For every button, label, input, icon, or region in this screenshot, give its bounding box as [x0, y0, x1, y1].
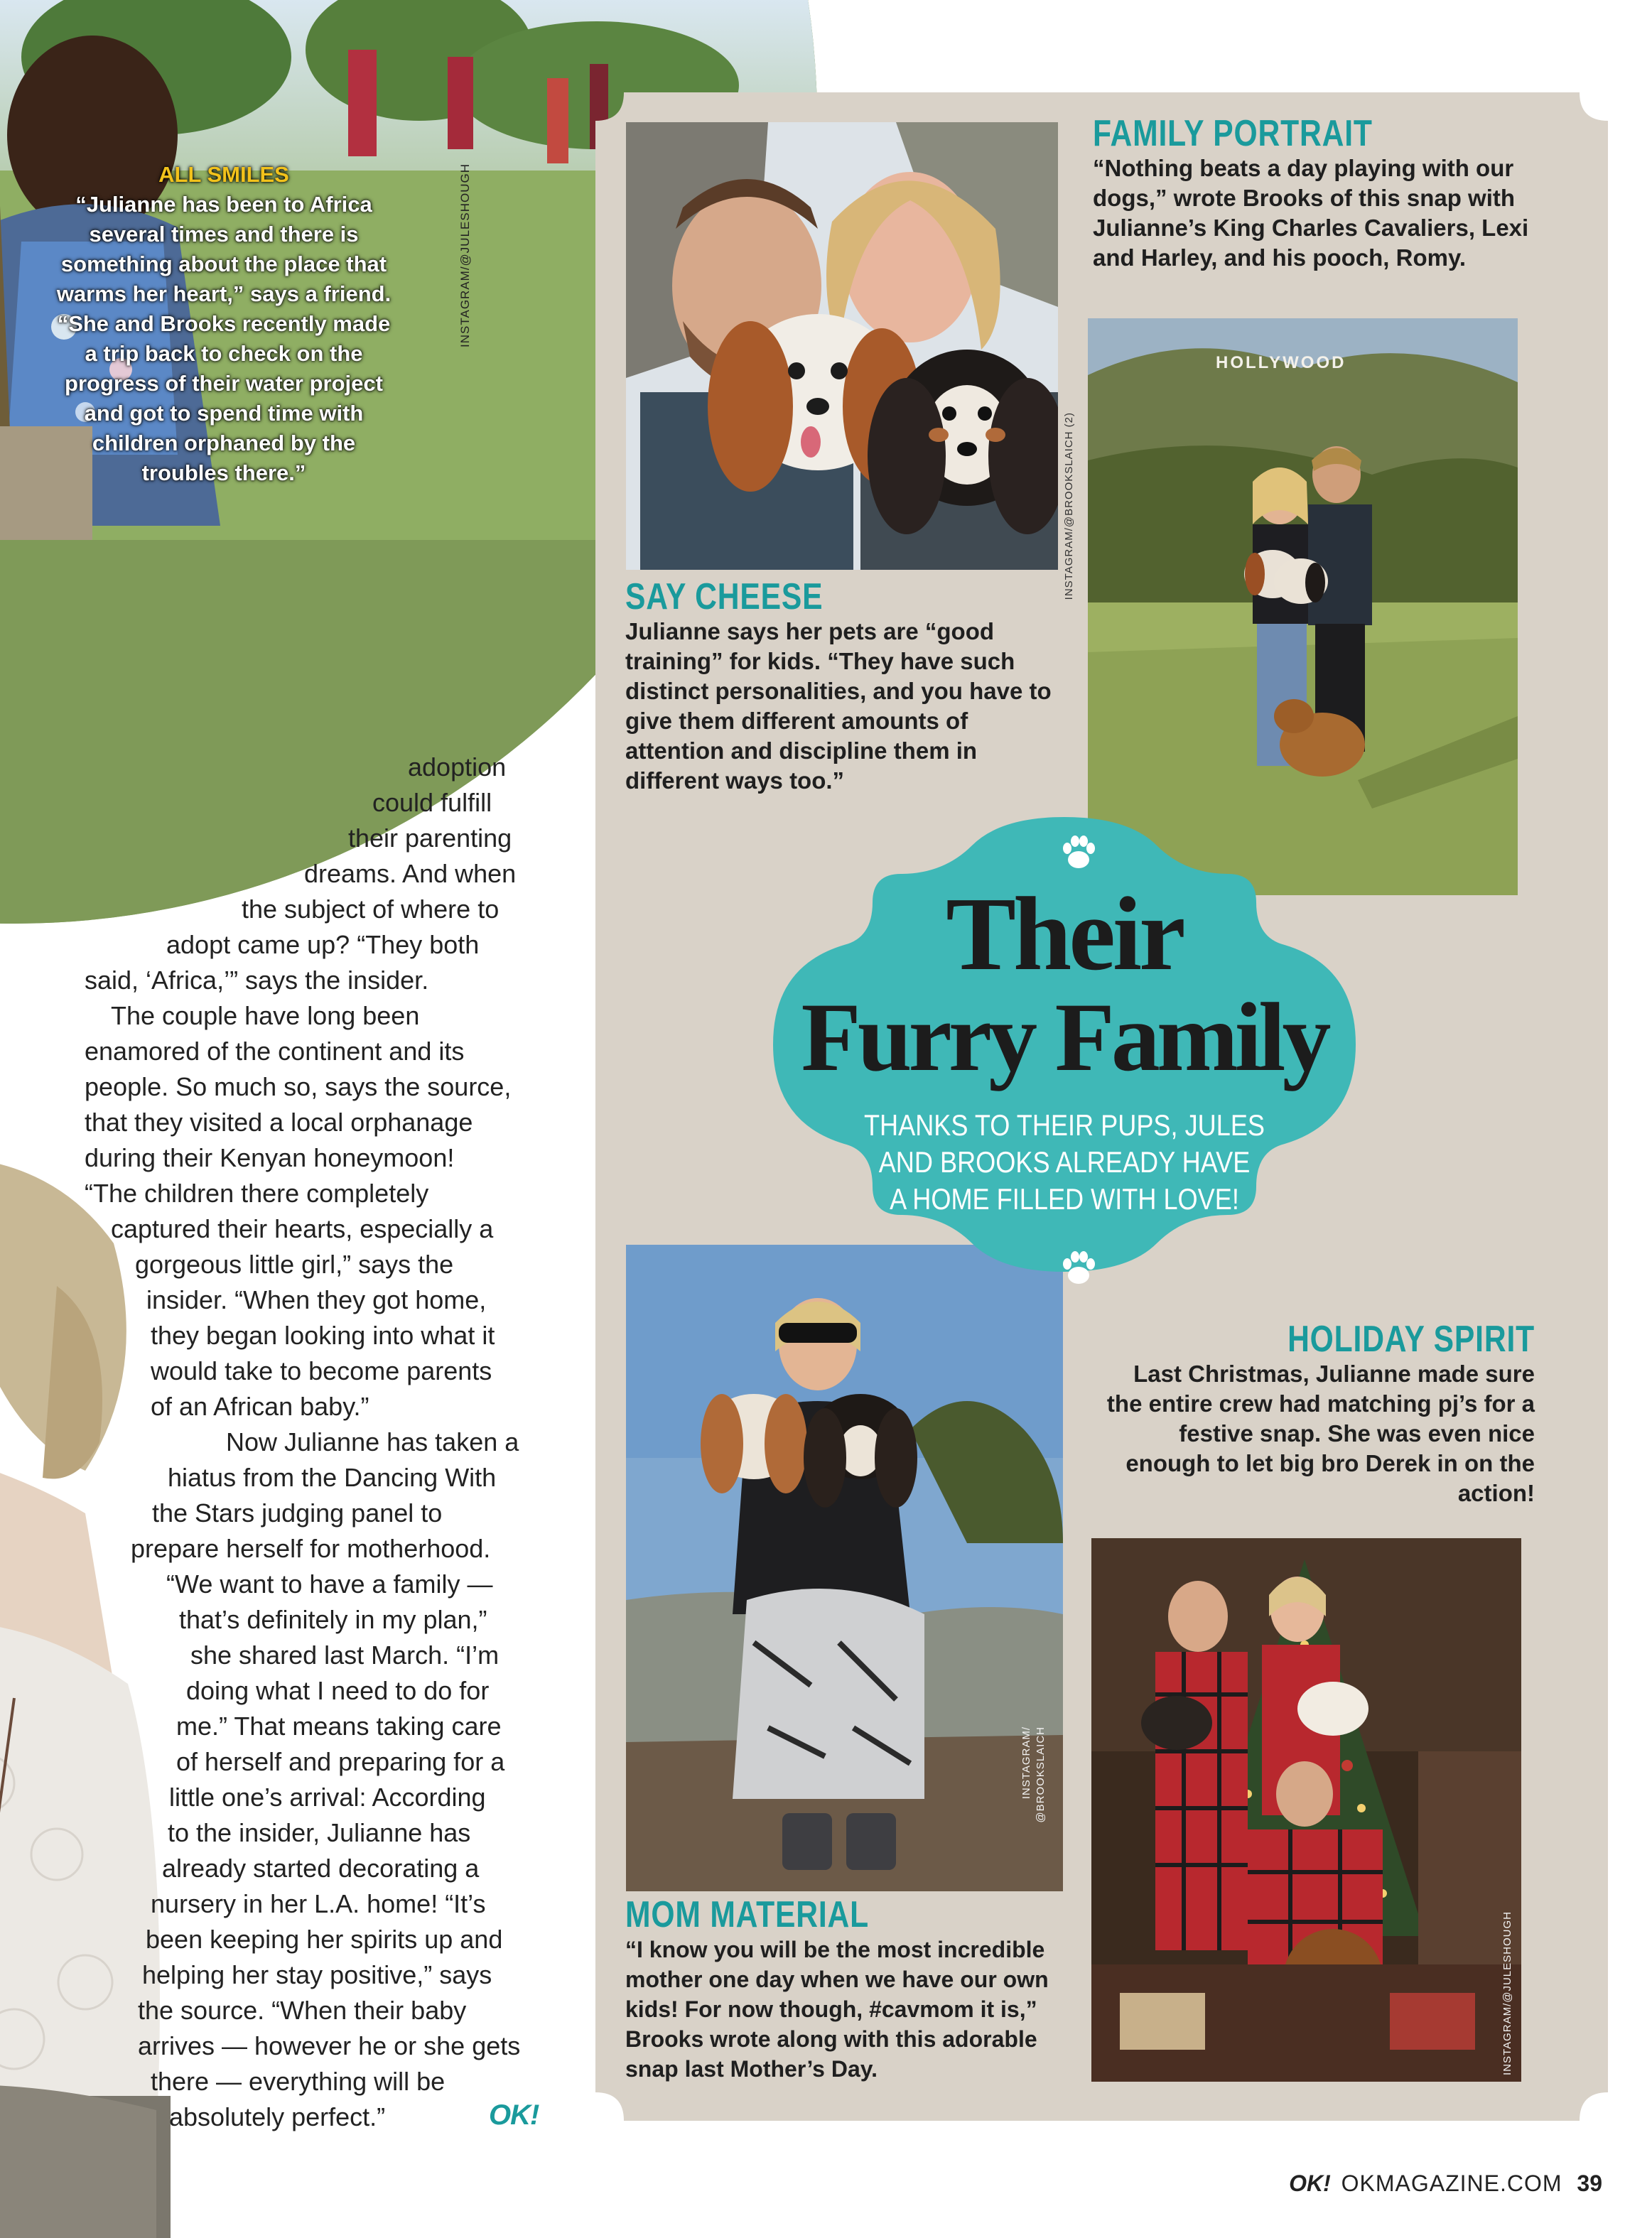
- article-line: enamored of the continent and its: [85, 1037, 465, 1066]
- badge-title-line2: Furry Family: [801, 983, 1328, 1091]
- julianne-side-photo: [0, 1144, 171, 2238]
- article-line: doing what I need to do for: [186, 1676, 490, 1705]
- article-line: insider. “When they got home,: [146, 1285, 487, 1314]
- article-line: captured their hearts, especially a: [111, 1214, 494, 1243]
- family-portrait-text: “Nothing beats a day playing with our dogs,” wrote Brooks of this snap with Julianne’s King Charles Cavaliers, Lexi and Harley, and his pooch, Romy.: [1093, 155, 1529, 271]
- article-line: dreams. And when: [304, 859, 517, 888]
- article-line: there — everything will be: [151, 2067, 446, 2096]
- badge-subtitle-line: AND BROOKS ALREADY HAVE: [878, 1145, 1251, 1179]
- page-footer: [1289, 2171, 1602, 2197]
- furry-family-panel: [595, 92, 1608, 2121]
- article-line: they began looking into what it: [151, 1321, 495, 1350]
- article-line: to the insider, Julianne has: [168, 1818, 471, 1847]
- mom-material-credit-line2: @BROOKSLAICH: [1035, 1726, 1047, 1823]
- africa-caption-text: “Julianne has been to Africa several times and there is something about the place that warms her heart,” says a friend. “She and Brooks recently made a trip back to check on the progress of their water project and got to spend time with children orphaned by the troubles there.”: [56, 192, 392, 485]
- svg-text:HOLLYWOOD: HOLLYWOOD: [1216, 353, 1346, 372]
- badge-subtitle-line: A HOME FILLED WITH LOVE!: [890, 1182, 1239, 1216]
- article-line: that’s definitely in my plan,”: [179, 1605, 487, 1634]
- article-line: adoption: [408, 752, 507, 782]
- footer-brand: OK!: [1289, 2171, 1331, 2196]
- article-line: The couple have long been: [111, 1001, 420, 1030]
- article-line: the subject of where to: [242, 894, 500, 924]
- say-cheese-heading: SAY CHEESE: [625, 576, 824, 617]
- ok-end-mark: OK!: [489, 2099, 539, 2131]
- article-line: gorgeous little girl,” says the: [135, 1250, 454, 1279]
- africa-caption: [53, 160, 394, 488]
- paw-icon-top: [1057, 831, 1100, 874]
- article-line: the Stars judging panel to: [152, 1498, 443, 1528]
- family-portrait-heading: FAMILY PORTRAIT: [1093, 113, 1373, 154]
- africa-photo-credit: INSTAGRAM/@JULESHOUGH: [458, 163, 472, 347]
- article-line: already started decorating a: [162, 1854, 480, 1883]
- article-line: been keeping her spirits up and: [146, 1925, 503, 1954]
- article-line: me.” That means taking care: [176, 1712, 502, 1741]
- family-portrait-caption: [1093, 112, 1533, 273]
- article-line: Now Julianne has taken a: [226, 1427, 519, 1456]
- paw-icon-bottom: [1057, 1247, 1100, 1290]
- article-line: arrives — however he or she gets: [138, 2031, 521, 2060]
- badge-title-line1: Their: [946, 876, 1183, 993]
- article-line: could fulfill: [372, 788, 492, 817]
- article-line: people. So much so, says the source,: [85, 1072, 512, 1101]
- mom-material-photo-credit: [1020, 1726, 1049, 1883]
- mom-material-photo: [626, 1245, 1063, 1891]
- badge-subtitle: [745, 1107, 1384, 1218]
- africa-caption-heading: ALL SMILES: [158, 162, 289, 187]
- holiday-spirit-caption: [1093, 1318, 1535, 1508]
- article-line: that they visited a local orphanage: [85, 1108, 473, 1137]
- article-line: prepare herself for motherhood.: [131, 1534, 491, 1563]
- holiday-spirit-photo-credit: INSTAGRAM/@JULESHOUGH: [1501, 1911, 1513, 2075]
- mom-material-heading: MOM MATERIAL: [625, 1894, 870, 1935]
- article-line: adopt came up? “They both: [166, 930, 480, 959]
- say-cheese-text: Julianne says her pets are “good training” for kids. “They have such distinct personalities, and you have to give them different amounts of attention and discipline them in different ways too.”: [625, 618, 1052, 794]
- holiday-spirit-photo: [1091, 1538, 1521, 2082]
- article-line: hiatus from the Dancing With: [168, 1463, 497, 1492]
- mom-material-text: “I know you will be the most incredible mother one day when we have our own kids! For now though, #cavmom it is,” Brooks wrote along with this adorable snap last Mother’s Day.: [625, 1937, 1049, 2082]
- footer-site: OKMAGAZINE.COM: [1341, 2171, 1562, 2196]
- article-line: nursery in her L.A. home! “It’s: [151, 1889, 486, 1918]
- say-cheese-photo-credit: INSTAGRAM/@BROOKSLAICH (2): [1063, 412, 1075, 600]
- mom-material-caption: [625, 1893, 1080, 2084]
- article-line: “We want to have a family —: [166, 1569, 493, 1599]
- article-line: would take to become parents: [151, 1356, 492, 1385]
- article-line: of an African baby.”: [151, 1392, 369, 1421]
- article-line: “The children there completely: [85, 1179, 429, 1208]
- say-cheese-photo: [626, 122, 1058, 570]
- mom-material-credit-line1: INSTAGRAM/: [1020, 1726, 1032, 1800]
- article-line: she shared last March. “I’m: [190, 1640, 500, 1670]
- article-line: of herself and preparing for a: [176, 1747, 505, 1776]
- holiday-spirit-heading: HOLIDAY SPIRIT: [1287, 1319, 1535, 1360]
- footer-page-number: 39: [1577, 2171, 1602, 2196]
- article-line: during their Kenyan honeymoon!: [85, 1143, 455, 1172]
- say-cheese-caption: [625, 575, 1066, 796]
- article-line: said, ‘Africa,’” says the insider.: [85, 966, 429, 995]
- article-line: helping her stay positive,” says: [142, 1960, 492, 1989]
- article-line: their parenting: [348, 823, 512, 853]
- article-line: absolutely perfect.”: [169, 2102, 386, 2131]
- article-line: the source. “When their baby: [138, 1996, 467, 2025]
- article-line: little one’s arrival: According: [169, 1783, 486, 1812]
- badge-subtitle-line: THANKS TO THEIR PUPS, JULES: [863, 1108, 1265, 1142]
- holiday-spirit-text: Last Christmas, Julianne made sure the entire crew had matching pj’s for a festive snap. She was even nice enough to let big bro Derek in on the action!: [1106, 1361, 1535, 1506]
